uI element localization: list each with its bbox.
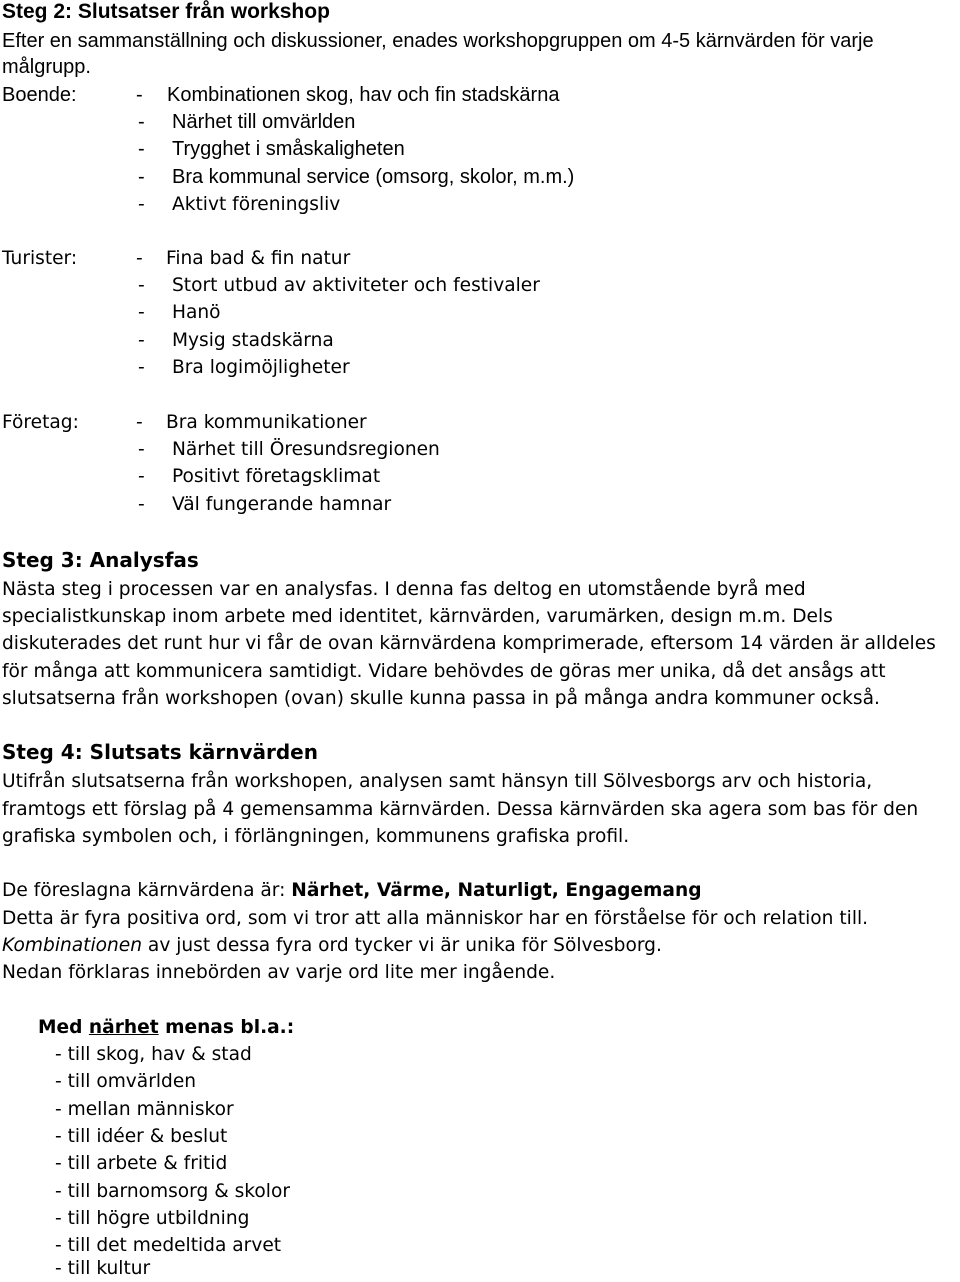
step4-line-2: framtogs ett förslag på 4 gemensamma kärnvärden. Dessa kärnvärden ska agera som bas för den (2, 799, 919, 820)
list-dash: - (138, 330, 145, 351)
positive-words-line: Detta är fyra positiva ord, som vi tror att alla människor har en förståelse för och relation till. (2, 908, 869, 929)
list-item: - till idéer & beslut (55, 1126, 228, 1147)
list-dash: - (138, 111, 145, 133)
list-dash: - (138, 166, 145, 188)
step4-heading: Steg 4: Slutsats kärnvärden (2, 740, 318, 764)
step2-intro-line-1: Efter en sammanställning och diskussioner, enades workshopgruppen om 4-5 kärnvärden för varje (2, 30, 874, 52)
list-item: Mysig stadskärna (172, 330, 334, 351)
proposed-values-prefix: De föreslagna kärnvärdena är: (2, 880, 292, 901)
step3-line-5: slutsatserna från workshopen (ovan) skulle kunna passa in på många andra kommuner också. (2, 688, 880, 709)
proposed-values-line (2, 877, 702, 904)
group-label-foretag: Företag: (2, 412, 79, 433)
closeness-heading-word: närhet (88, 1017, 159, 1038)
step3-line-3: diskuterades det runt hur vi får de ovan kärnvärdena komprimerade, eftersom 14 värden är alldeles (2, 633, 936, 654)
group-label-turister: Turister: (2, 248, 78, 269)
step3-line-4: för många att kommunicera samtidigt. Vidare behövdes de göras mer unika, då det ansågs att (2, 661, 886, 682)
step2-intro-line-2: målgrupp. (2, 56, 91, 78)
list-dash: - (138, 494, 145, 515)
combination-word: Kombinationen (2, 935, 143, 956)
combination-line (2, 932, 662, 959)
list-item: - till omvärlden (55, 1071, 197, 1092)
list-item: Fina bad & fin natur (166, 248, 351, 269)
step4-line-1: Utifrån slutsatserna från workshopen, analysen samt hänsyn till Sölvesborgs arv och historia, (2, 771, 873, 792)
step2-heading: Steg 2: Slutsatser från workshop (2, 0, 330, 23)
list-item: Trygghet i småskaligheten (172, 138, 405, 160)
list-dash: - (138, 439, 145, 460)
step3-line-2: specialistkunskap inom arbete med identitet, kärnvärden, varumärken, design m.m. Dels (2, 606, 833, 627)
list-item: Aktivt föreningsliv (172, 194, 341, 215)
list-dash: - (138, 138, 145, 160)
list-item: Stort utbud av aktiviteter och festivaler (172, 275, 540, 296)
list-item: Kombinationen skog, hav och fin stadskärna (167, 84, 560, 106)
proposed-values: Närhet, Värme, Naturligt, Engagemang (291, 880, 702, 901)
list-item: Närhet till omvärlden (172, 111, 356, 133)
step4-line-3: grafiska symbolen och, i förlängningen, kommunens grafiska profil. (2, 826, 630, 847)
closeness-heading-post: menas bl.a.: (158, 1017, 295, 1038)
step3-line-1: Nästa steg i processen var en analysfas. I denna fas deltog en utomstående byrå med (2, 579, 806, 600)
list-item: Väl fungerande hamnar (172, 494, 392, 515)
list-item: - till arbete & fritid (55, 1153, 228, 1174)
list-dash: - (138, 302, 145, 323)
list-item: - till barnomsorg & skolor (55, 1181, 290, 1202)
closeness-heading (38, 1014, 294, 1041)
group-label-boende: Boende: (2, 84, 77, 106)
list-dash: - (138, 357, 145, 378)
list-dash: - (136, 412, 143, 433)
step3-heading: Steg 3: Analysfas (2, 548, 199, 572)
combination-rest: av just dessa fyra ord tycker vi är unika för Sölvesborg. (142, 935, 662, 956)
list-item: Bra kommunikationer (166, 412, 367, 433)
list-item: - till det medeltida arvet (55, 1235, 282, 1256)
list-item: Närhet till Öresundsregionen (172, 439, 440, 460)
list-item: - till skog, hav & stad (55, 1044, 252, 1065)
list-dash: - (136, 84, 143, 106)
list-dash: - (138, 466, 145, 487)
list-dash: - (136, 248, 143, 269)
list-item: - till högre utbildning (55, 1208, 250, 1229)
list-item: Positivt företagsklimat (172, 466, 381, 487)
list-item: Hanö (172, 302, 221, 323)
list-item: - till kultur (55, 1258, 151, 1279)
list-dash: - (138, 194, 145, 215)
explanation-line: Nedan förklaras innebörden av varje ord lite mer ingående. (2, 962, 556, 983)
closeness-heading-pre: Med (38, 1017, 89, 1038)
list-item: - mellan människor (55, 1099, 234, 1120)
list-dash: - (138, 275, 145, 296)
list-item: Bra kommunal service (omsorg, skolor, m.m.) (172, 166, 575, 188)
list-item: Bra logimöjligheter (172, 357, 350, 378)
